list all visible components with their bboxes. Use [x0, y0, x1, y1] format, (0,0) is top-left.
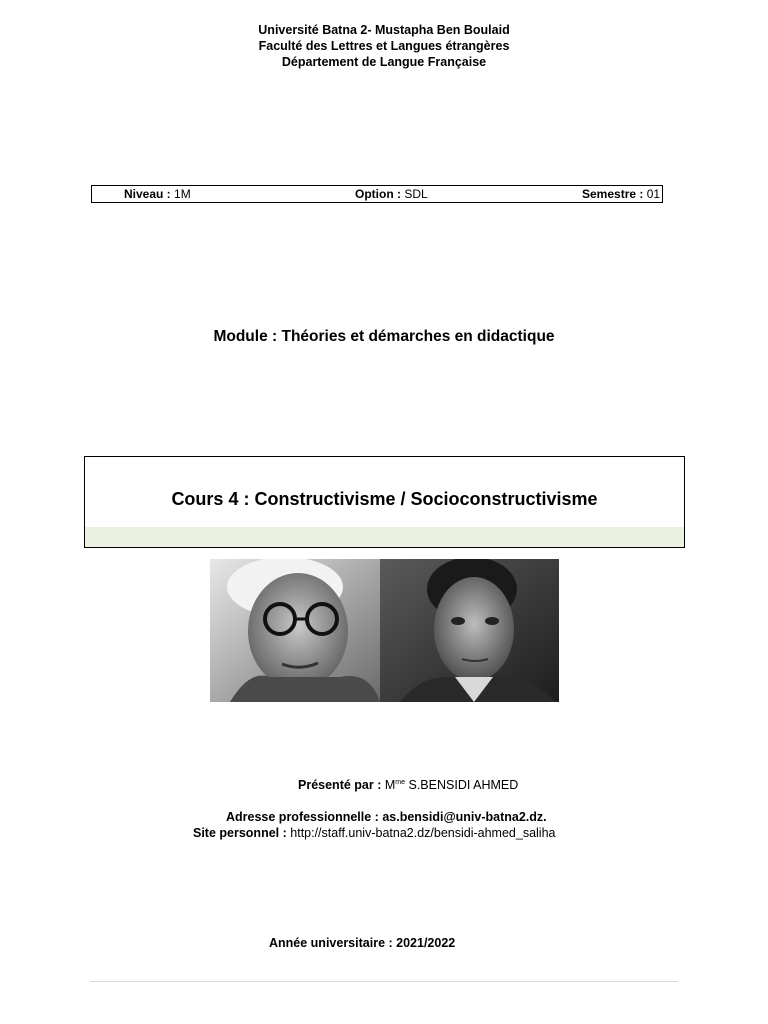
presenter-line: [298, 778, 518, 792]
site-url[interactable]: http://staff.univ-batna2.dz/bensidi-ahmed_saliha: [290, 826, 556, 840]
course-title: Cours 4 : Constructivisme / Socioconstructivisme: [171, 489, 598, 509]
academic-year: [269, 936, 455, 950]
faculty-name: Faculté des Lettres et Langues étrangères: [258, 39, 510, 53]
professional-address: [226, 810, 547, 824]
option-field: [355, 186, 428, 202]
portrait-photos: [210, 559, 559, 702]
niveau-field: [124, 186, 191, 202]
annee-label: Année universitaire :: [269, 936, 393, 950]
option-label: Option :: [355, 187, 401, 201]
module-title: Module : Théories et démarches en didactique: [213, 328, 555, 345]
niveau-value: 1M: [174, 187, 191, 201]
personal-site: [193, 826, 555, 840]
niveau-label: Niveau :: [124, 187, 171, 201]
course-title-box: [84, 456, 685, 548]
portrait-left: [210, 559, 380, 702]
portraits-image: [210, 559, 559, 702]
semestre-field: [582, 186, 660, 202]
portrait-right: [380, 559, 559, 702]
semestre-label: Semestre :: [582, 187, 644, 201]
annee-value: 2021/2022: [396, 936, 456, 950]
institution-header: [0, 22, 768, 70]
semestre-value: 01: [646, 187, 661, 201]
university-name: Université Batna 2- Mustapha Ben Boulaid: [258, 23, 510, 37]
department-name: Département de Langue Française: [281, 55, 487, 69]
footer-divider: [90, 981, 678, 982]
presenter-superscript: me: [395, 778, 406, 786]
address-email[interactable]: as.bensidi@univ-batna2.dz.: [382, 810, 547, 824]
site-label: Site personnel :: [193, 826, 287, 840]
presenter-name: S.BENSIDI AHMED: [408, 778, 519, 792]
option-value: SDL: [404, 187, 428, 201]
course-title-band: [85, 527, 684, 547]
presenter-prefix: M: [384, 778, 396, 792]
address-label: Adresse professionnelle :: [226, 810, 379, 824]
presenter-label: Présenté par :: [298, 778, 382, 792]
course-info-box: [91, 185, 663, 203]
